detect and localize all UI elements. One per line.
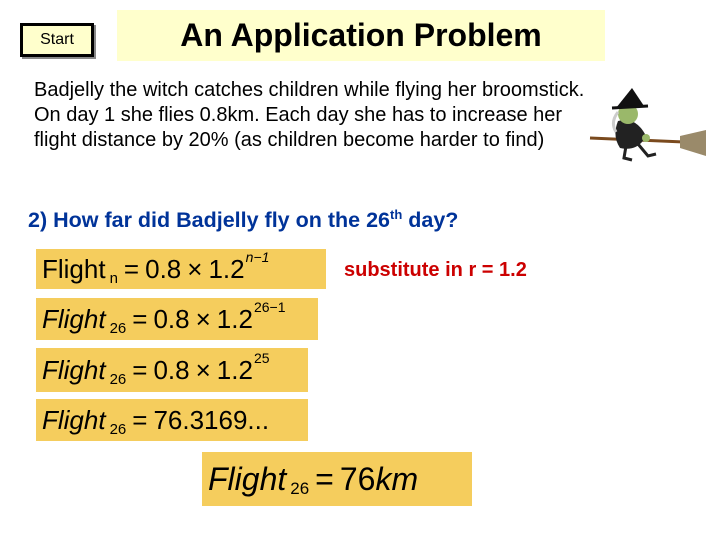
equation-result: Flight 26 = 76.3169... xyxy=(36,399,308,441)
title-banner xyxy=(117,10,605,61)
start-button[interactable]: Start xyxy=(20,23,94,57)
equation-final-answer: Flight 26 = 76 km xyxy=(202,452,472,506)
substitution-hint: substitute in r = 1.2 xyxy=(344,259,527,281)
equation-substituted: Flight 26 = 0.8 × 1.2 26−1 xyxy=(36,298,318,340)
page-title: An Application Problem xyxy=(180,17,542,53)
question-text: 2) How far did Badjelly fly on the 26th day? xyxy=(28,207,459,233)
equation-general: Flight n = 0.8 × 1.2 n−1 xyxy=(36,249,326,289)
problem-text: Badjelly the witch catches children while flying her broomstick. On day 1 she flies 0.8km. Each day she has to increase her flight distance by 20% (as children become harder to find) xyxy=(34,79,585,151)
witch-image xyxy=(588,86,708,176)
equation-simplified: Flight 26 = 0.8 × 1.2 25 xyxy=(36,348,308,392)
